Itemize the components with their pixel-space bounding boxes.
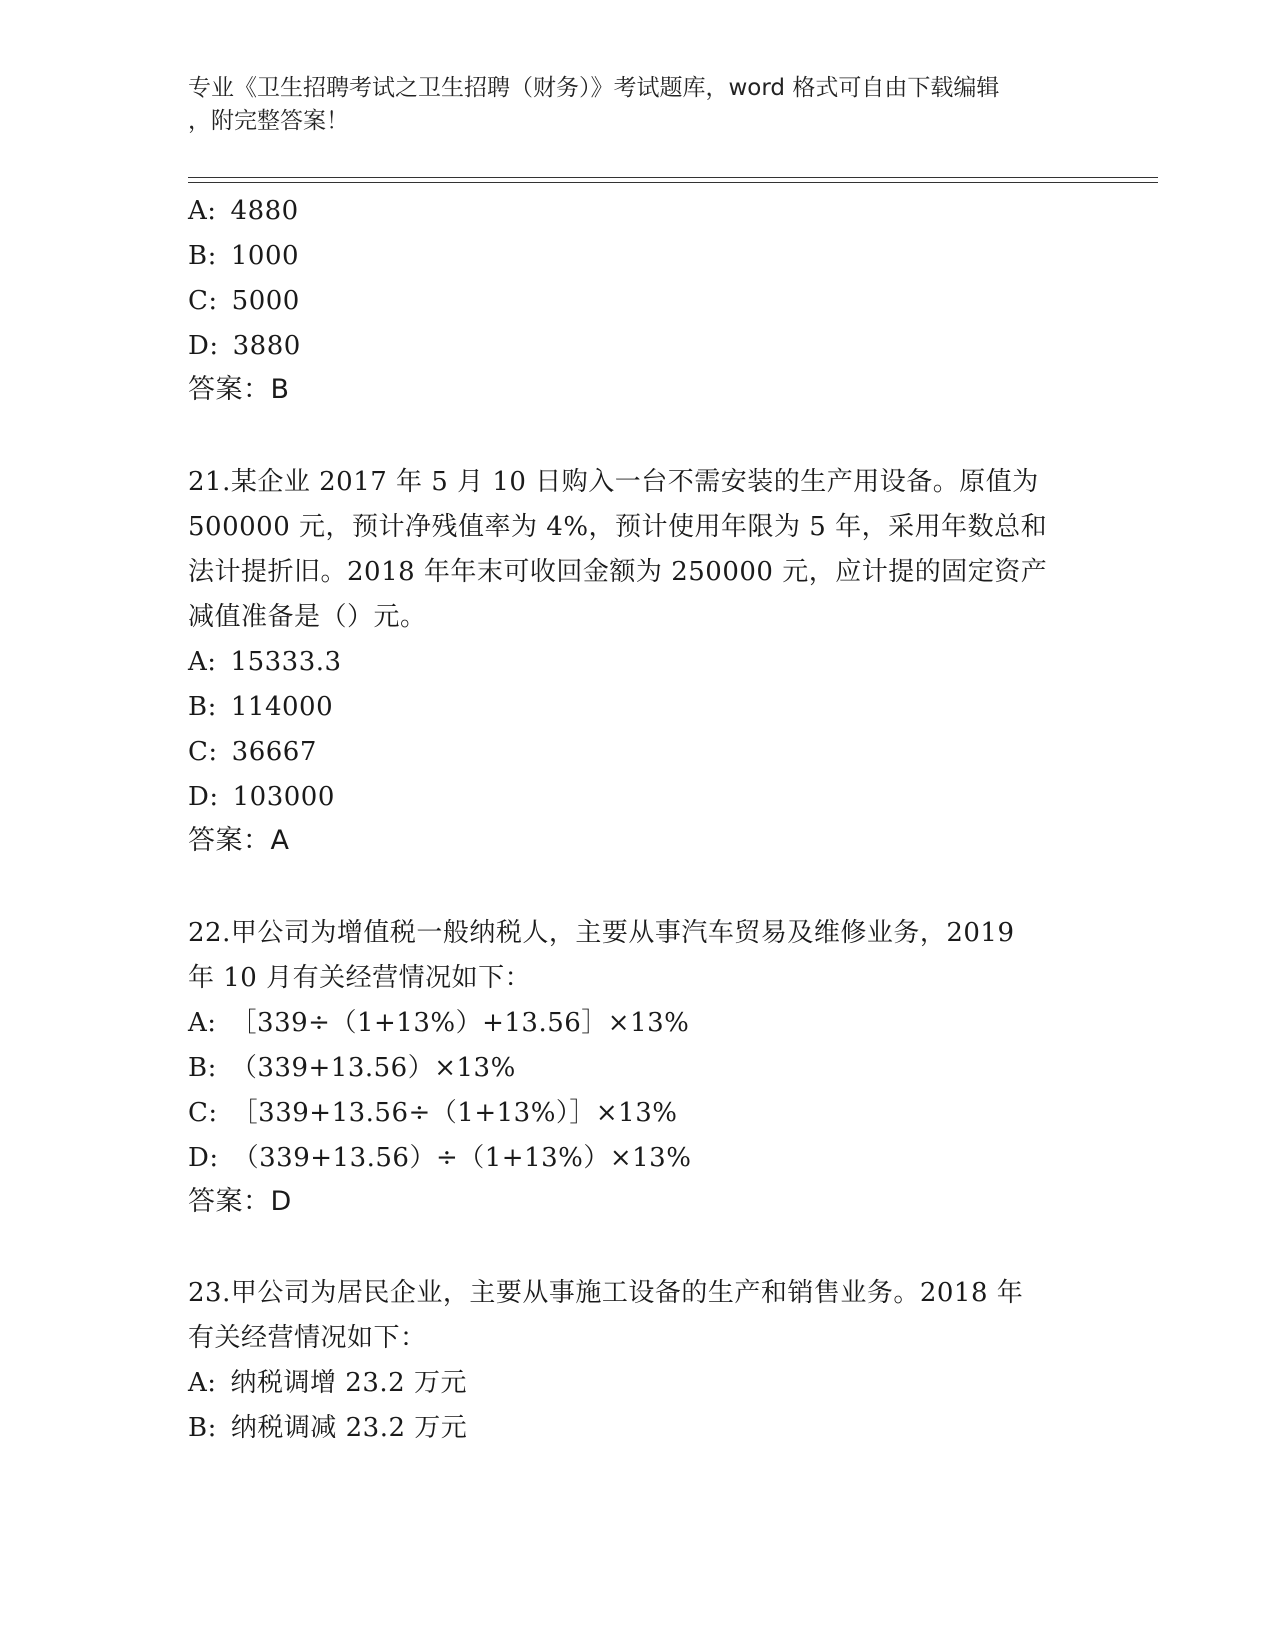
document-header xyxy=(188,72,1078,138)
q21-stem-line-2: 500000 元，预计净残值率为 4%，预计使用年限为 5 年，采用年数总和 xyxy=(188,512,1048,542)
q21-answer: 答案：A xyxy=(188,825,290,856)
q22-answer: 答案：D xyxy=(188,1186,292,1217)
option-text: 3880 xyxy=(232,331,301,361)
option-text: 103000 xyxy=(232,782,335,812)
option-text: 114000 xyxy=(230,692,334,722)
option-text: 纳税调增 23.2 万元 xyxy=(230,1368,467,1398)
q21-stem-line-4: 减值准备是（）元。 xyxy=(188,602,427,632)
option-letter: B: xyxy=(188,241,217,271)
header-divider-bottom xyxy=(188,182,1158,183)
option-text: ［339+13.56÷（1+13%）］×13% xyxy=(231,1098,678,1128)
q21-option-c xyxy=(188,737,317,767)
q21-stem-line-3: 法计提折旧。2018 年年末可收回金额为 250000 元，应计提的固定资产 xyxy=(188,557,1048,587)
q23-option-a xyxy=(188,1368,467,1398)
option-letter: C: xyxy=(188,737,218,767)
q21-option-b xyxy=(188,692,333,722)
q21-option-d xyxy=(188,782,335,812)
q22-option-b xyxy=(188,1053,516,1083)
option-text: 36667 xyxy=(231,737,317,767)
option-letter: C: xyxy=(188,286,218,316)
option-text: 15333.3 xyxy=(230,647,342,677)
q21-option-a xyxy=(188,647,342,677)
option-letter: A: xyxy=(188,1368,217,1398)
q20-option-c xyxy=(188,286,300,316)
option-letter: D: xyxy=(188,782,219,812)
q21-stem-line-1: 21.某企业 2017 年 5 月 10 日购入一台不需安装的生产用设备。原值为 xyxy=(188,467,1039,497)
option-letter: B: xyxy=(188,1053,217,1083)
q23-option-b xyxy=(188,1413,467,1443)
q22-option-a xyxy=(188,1008,689,1038)
q20-option-a xyxy=(188,196,299,226)
option-letter: D: xyxy=(188,331,219,361)
option-letter: B: xyxy=(188,1413,217,1443)
option-letter: A: xyxy=(188,1008,217,1038)
q20-option-d xyxy=(188,331,301,361)
option-text: 5000 xyxy=(231,286,300,316)
option-text: （339+13.56）÷（1+13%）×13% xyxy=(232,1143,692,1173)
q22-stem-line-1: 22.甲公司为增值税一般纳税人，主要从事汽车贸易及维修业务，2019 xyxy=(188,918,1015,948)
option-text: 纳税调减 23.2 万元 xyxy=(230,1413,468,1443)
option-letter: C: xyxy=(188,1098,218,1128)
q20-option-b xyxy=(188,241,299,271)
header-line-2: ，附完整答案！ xyxy=(188,108,349,134)
option-text: 4880 xyxy=(230,196,299,226)
option-letter: D: xyxy=(188,1143,219,1173)
q22-option-c xyxy=(188,1098,677,1128)
option-text: ［339÷（1+13%）+13.56］×13% xyxy=(230,1008,690,1038)
option-letter: A: xyxy=(188,196,217,226)
header-line-1: 专业《卫生招聘考试之卫生招聘（财务）》考试题库，word 格式可自由下载编辑 xyxy=(188,75,1000,101)
option-letter: A: xyxy=(188,647,217,677)
q23-stem-line-1: 23.甲公司为居民企业，主要从事施工设备的生产和销售业务。2018 年 xyxy=(188,1278,1024,1308)
option-text: 1000 xyxy=(230,241,300,271)
q20-answer: 答案：B xyxy=(188,374,290,405)
q22-option-d xyxy=(188,1143,691,1173)
option-text: （339+13.56）×13% xyxy=(230,1053,516,1083)
option-letter: B: xyxy=(188,692,217,722)
header-divider-top xyxy=(188,177,1158,178)
q23-stem-line-2: 有关经营情况如下： xyxy=(188,1323,427,1353)
q22-stem-line-2: 年 10 月有关经营情况如下： xyxy=(188,963,532,993)
